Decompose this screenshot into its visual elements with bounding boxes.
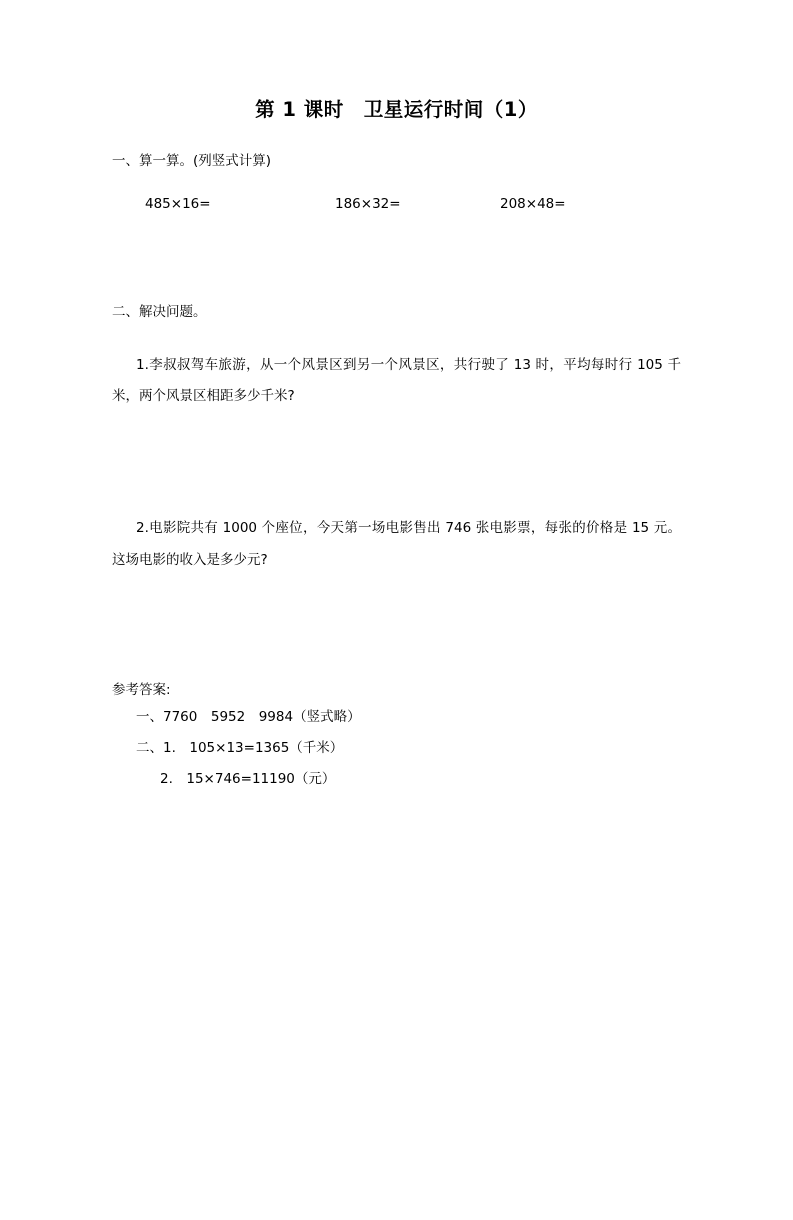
- problem-2: 2.电影院共有 1000 个座位，今天第一场电影售出 746 张电影票，每张的价格是 15 元。这场电影的收入是多少元?: [112, 520, 681, 568]
- section-heading-2: 二、解决问题。: [112, 303, 207, 320]
- page-title: 第 1 课时 卫星运行时间（1）: [255, 98, 538, 121]
- expression-row: [112, 196, 681, 216]
- answers-label: 参考答案:: [112, 682, 171, 699]
- expression-2: 186×32=: [335, 195, 401, 212]
- worksheet-page: [0, 98, 793, 1220]
- answer-line-1: 一、7760 5952 9984（竖式略）: [136, 709, 361, 726]
- answer-line-2: 二、1. 105×13=1365（千米）: [136, 740, 344, 757]
- section-heading-1: 一、算一算。(列竖式计算): [112, 153, 272, 170]
- problem-1: 1.李叔叔驾车旅游，从一个风景区到另一个风景区，共行驶了 13 时，平均每时行 105 千米，两个风景区相距多少千米?: [112, 356, 681, 405]
- expression-1: 485×16=: [145, 195, 211, 212]
- expression-3: 208×48=: [500, 195, 566, 212]
- answer-line-3: 2. 15×746=11190（元）: [160, 771, 336, 788]
